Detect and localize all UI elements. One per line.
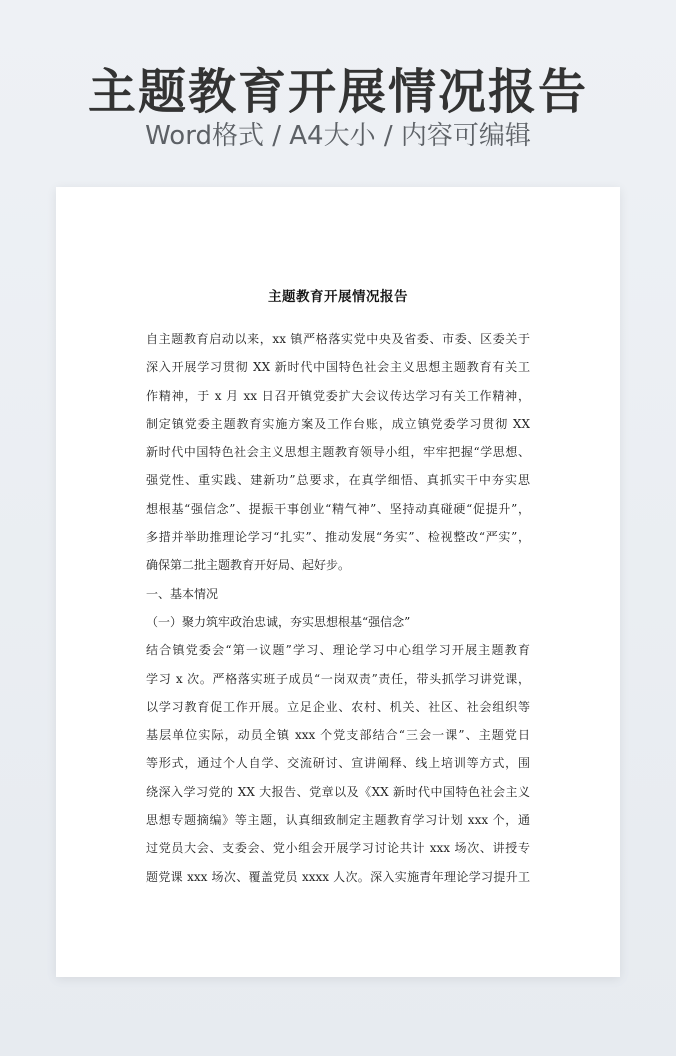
body-line: 确保第二批主题教育开好局、起好步。 [146, 558, 351, 573]
body-line: 等形式，通过个人自学、交流研讨、宣讲阐释、线上培训等方式，围 [146, 756, 530, 771]
body-line: 想根基“强信念”、提振干事创业“精气神”、坚持动真碰硬“促提升”， [146, 501, 530, 516]
body-line: 结合镇党委会“第一议题”学习、理论学习中心组学习开展主题教育 [146, 643, 530, 658]
body-line: 多措并举助推理论学习“扎实”、推动发展“务实”、检视整改“严实”， [146, 530, 530, 545]
section-heading: 一、基本情况 [146, 586, 219, 601]
body-line: 深入开展学习贯彻 XX 新时代中国特色社会主义思想主题教育有关工 [146, 360, 530, 375]
body-line: 思想专题摘编》等主题，认真细致制定主题教育学习计划 xxx 个，通 [146, 813, 530, 828]
body-line: 制定镇党委主题教育实施方案及工作台账，成立镇党委学习贯彻 XX [146, 416, 530, 431]
body-line: 自主题教育启动以来，xx 镇严格落实党中央及省委、市委、区委关于 [146, 332, 530, 346]
body-line: 绕深入学习党的 XX 大报告、党章以及《XX 新时代中国特色社会主义 [146, 784, 530, 799]
document-body [146, 325, 530, 891]
body-line: 题党课 xxx 场次、覆盖党员 xxxx 人次。深入实施青年理论学习提升工 [146, 869, 530, 884]
hero-subtitle: Word格式 / A4大小 / 内容可编辑 [145, 121, 531, 151]
document-title: 主题教育开展情况报告 [268, 289, 408, 305]
body-line: 过党员大会、支委会、党小组会开展学习讨论共计 xxx 场次、讲授专 [146, 841, 530, 856]
body-line: 新时代中国特色社会主义思想主题教育领导小组，牢牢把握“学思想、 [146, 445, 530, 460]
body-line: 作精神，于 x 月 xx 日召开镇党委扩大会议传达学习有关工作精神， [146, 388, 530, 403]
body-line: 以学习教育促工作开展。立足企业、农村、机关、社区、社会组织等 [146, 699, 530, 714]
subsection-heading: （一）聚力筑牢政治忠诚，夯实思想根基“强信念” [146, 614, 411, 629]
body-line: 基层单位实际，动员全镇 xxx 个党支部结合“三会一课”、主题党日 [146, 728, 530, 743]
document-page [56, 187, 620, 977]
body-line: 强党性、重实践、建新功”总要求，在真学细悟、真抓实干中夯实思 [146, 473, 530, 488]
hero-title: 主题教育开展情况报告 [87, 64, 588, 120]
body-line: 学习 x 次。严格落实班子成员“一岗双责”责任，带头抓学习讲党课， [146, 671, 530, 686]
